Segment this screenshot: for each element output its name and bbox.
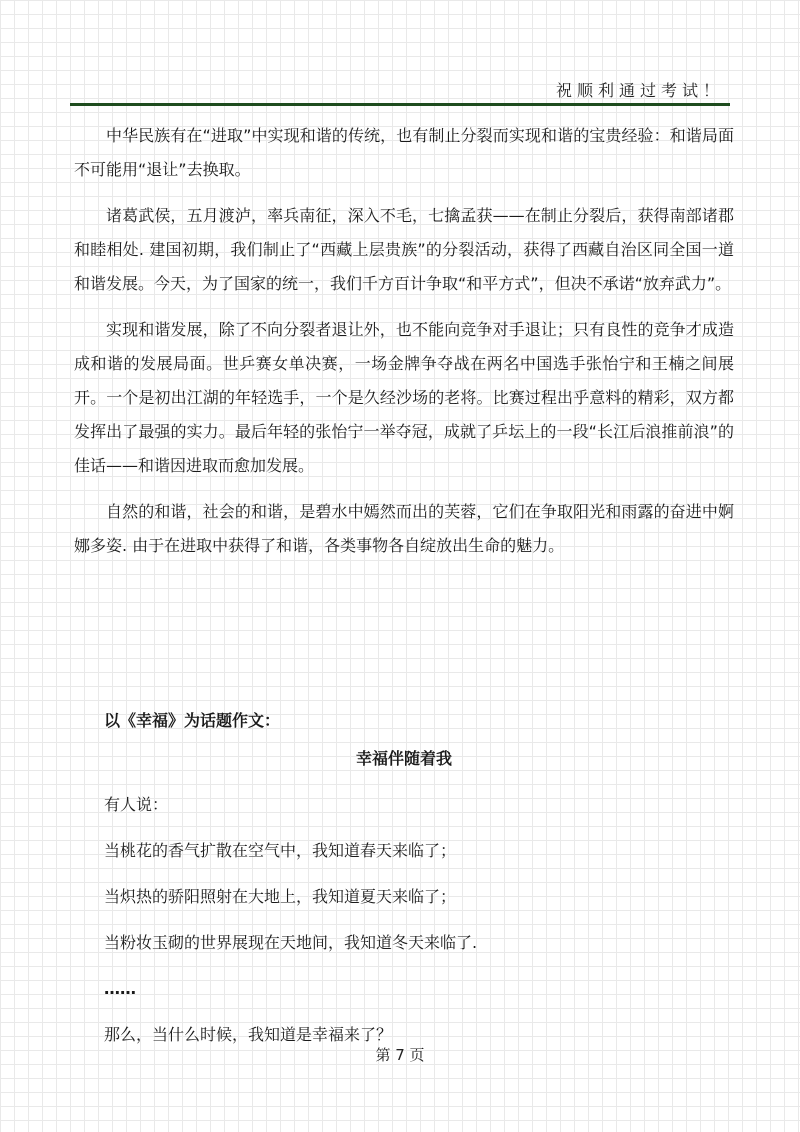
essay-ellipsis: ……: [104, 979, 136, 998]
essay-line-5: 那么，当什么时候，我知道是幸福来了？: [104, 1025, 393, 1044]
essay-title: 幸福伴随着我: [355, 749, 452, 768]
writing-prompt-section: [74, 704, 734, 1052]
essay-line-4: 当粉妆玉砌的世界展现在天地间，我知道冬天来临了.: [104, 933, 478, 952]
page-number: 第 7 页: [375, 1046, 425, 1064]
header-divider: [70, 103, 730, 106]
topic-heading: 以《幸福》为话题作文：: [104, 711, 281, 730]
paragraph-1: 中华民族有在“进取”中实现和谐的传统，也有制止分裂而实现和谐的宝贵经验：和谐局面不可能用“退让”去换取。: [74, 126, 734, 179]
page-header-text: 祝顺利通过考试！: [555, 81, 724, 100]
article-body: [74, 119, 734, 563]
essay-line-1: 有人说：: [104, 795, 169, 814]
essay-line-3: 当炽热的骄阳照射在大地上，我知道夏天来临了；: [104, 887, 457, 906]
essay-line-2: 当桃花的香气扩散在空气中，我知道春天来临了；: [104, 841, 457, 860]
paragraph-3: 实现和谐发展，除了不向分裂者退让外，也不能向竞争对手退让；只有良性的竞争才成造成和谐的发展局面。世乒赛女单决赛，一场金牌争夺战在两名中国选手张怡宁和王楠之间展开。一个是初出江湖的年轻选手，一个是久经沙场的老将。比赛过程出乎意料的精彩，双方都发挥出了最强的实力。最后年轻的张怡宁一举夺冠，成就了乒坛上的一段“长江后浪推前浪”的佳话——和谐因进取而愈加发展。: [74, 320, 734, 475]
paragraph-2: 诸葛武侯，五月渡泸，率兵南征，深入不毛，七擒孟获——在制止分裂后，获得南部诸郡和睦相处. 建国初期，我们制止了“西藏上层贵族”的分裂活动，获得了西藏自治区同全国一道和谐发展。今天，为了国家的统一，我们千方百计争取“和平方式”，但决不承诺“放弃武力”。: [74, 206, 734, 293]
paragraph-4: 自然的和谐，社会的和谐，是碧水中嫣然而出的芙蓉，它们在争取阳光和雨露的奋进中婀娜多姿. 由于在进取中获得了和谐，各类事物各自绽放出生命的魅力。: [74, 502, 734, 555]
